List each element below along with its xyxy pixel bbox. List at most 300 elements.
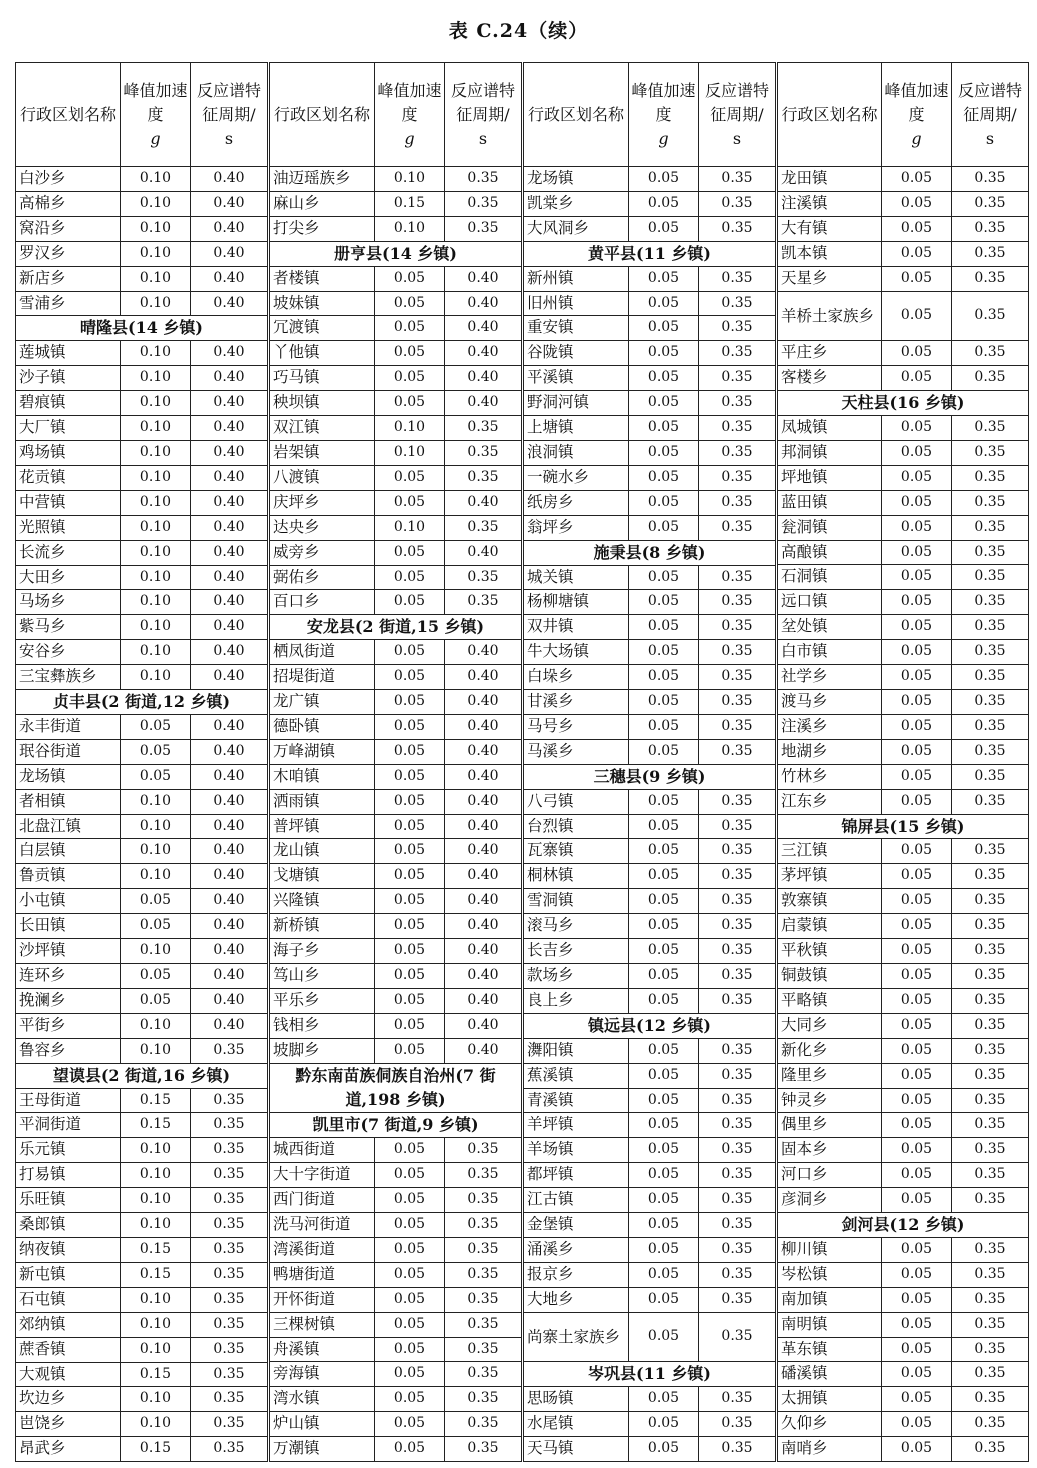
- table-row: [524, 839, 776, 864]
- region-name: 石屯镇: [16, 1287, 121, 1312]
- characteristic-period: 0.35: [699, 914, 776, 939]
- region-name: 南明镇: [778, 1312, 882, 1337]
- table-row: [778, 988, 1029, 1013]
- table-row: [270, 939, 522, 964]
- characteristic-period: 0.35: [952, 1312, 1029, 1337]
- peak-acceleration: 0.05: [882, 1287, 952, 1312]
- table-row: [778, 963, 1029, 988]
- peak-acceleration: 0.05: [629, 690, 699, 715]
- region-name: 重安镇: [524, 316, 629, 341]
- peak-acceleration: 0.05: [629, 341, 699, 366]
- table-row: [778, 440, 1029, 465]
- table-row: [16, 889, 268, 914]
- peak-acceleration: 0.10: [121, 440, 191, 465]
- table-row: [524, 914, 776, 939]
- peak-acceleration: 0.05: [882, 739, 952, 764]
- characteristic-period: 0.40: [191, 241, 268, 266]
- peak-acceleration: 0.05: [375, 1237, 445, 1262]
- table-row: [16, 1038, 268, 1063]
- characteristic-period: 0.35: [952, 764, 1029, 789]
- characteristic-period: 0.35: [699, 266, 776, 291]
- table-row: [524, 341, 776, 366]
- region-name: 鸡场镇: [16, 440, 121, 465]
- table-row: [524, 565, 776, 590]
- characteristic-period: 0.40: [445, 814, 522, 839]
- characteristic-period: 0.40: [445, 366, 522, 391]
- peak-acceleration: 0.05: [629, 814, 699, 839]
- characteristic-period: 0.35: [952, 963, 1029, 988]
- peak-acceleration: 0.05: [375, 1262, 445, 1287]
- characteristic-period: 0.35: [699, 1237, 776, 1262]
- characteristic-period: 0.40: [191, 291, 268, 316]
- peak-acceleration: 0.05: [882, 490, 952, 515]
- characteristic-period: 0.35: [952, 241, 1029, 266]
- region-name: 白沙乡: [16, 167, 121, 192]
- region-name: 渡马乡: [778, 690, 882, 715]
- region-name: 长吉乡: [524, 939, 629, 964]
- characteristic-period: 0.35: [952, 465, 1029, 490]
- peak-acceleration: 0.05: [375, 1188, 445, 1213]
- header-tg: 反应谱特征周期/ s: [445, 63, 522, 167]
- region-name: 龙场镇: [524, 167, 629, 192]
- table-row: [270, 864, 522, 889]
- region-name: 竹林乡: [778, 764, 882, 789]
- peak-acceleration: 0.05: [121, 988, 191, 1013]
- section-title: 凯里市(7 街道,9 乡镇): [270, 1113, 522, 1138]
- peak-acceleration: 0.05: [629, 889, 699, 914]
- region-name: 马场乡: [16, 590, 121, 615]
- characteristic-period: 0.35: [952, 1362, 1029, 1387]
- characteristic-period: 0.35: [699, 939, 776, 964]
- peak-acceleration: 0.05: [882, 1088, 952, 1113]
- peak-acceleration: 0.05: [629, 988, 699, 1013]
- table-row: [16, 864, 268, 889]
- table-row: [524, 1412, 776, 1437]
- table-row: [524, 167, 776, 192]
- characteristic-period: 0.40: [191, 615, 268, 640]
- characteristic-period: 0.35: [445, 1312, 522, 1337]
- peak-acceleration: 0.05: [629, 1437, 699, 1462]
- characteristic-period: 0.35: [699, 167, 776, 192]
- characteristic-period: 0.40: [445, 665, 522, 690]
- table-row: [524, 1437, 776, 1462]
- region-name: 南哨乡: [778, 1437, 882, 1462]
- characteristic-period: 0.35: [699, 814, 776, 839]
- table-row: [778, 341, 1029, 366]
- region-name: 郊纳镇: [16, 1312, 121, 1337]
- characteristic-period: 0.40: [191, 391, 268, 416]
- header-pga-unit: g: [150, 128, 161, 148]
- peak-acceleration: 0.05: [882, 1312, 952, 1337]
- region-name: 岜饶乡: [16, 1412, 121, 1437]
- peak-acceleration: 0.05: [629, 191, 699, 216]
- characteristic-period: 0.40: [191, 266, 268, 291]
- region-name: 三江镇: [778, 839, 882, 864]
- peak-acceleration: 0.05: [375, 939, 445, 964]
- characteristic-period: 0.35: [699, 1138, 776, 1163]
- characteristic-period: 0.40: [445, 739, 522, 764]
- peak-acceleration: 0.10: [375, 440, 445, 465]
- peak-acceleration: 0.05: [882, 864, 952, 889]
- peak-acceleration: 0.05: [375, 1312, 445, 1337]
- table-row: [16, 167, 268, 192]
- peak-acceleration: 0.05: [629, 1262, 699, 1287]
- region-name: 一碗水乡: [524, 465, 629, 490]
- table-row: [524, 1312, 776, 1362]
- peak-acceleration: 0.05: [375, 1038, 445, 1063]
- region-name: 光照镇: [16, 515, 121, 540]
- peak-acceleration: 0.05: [882, 216, 952, 241]
- region-name: 石洞镇: [778, 565, 882, 590]
- table-row: [16, 939, 268, 964]
- peak-acceleration: 0.10: [121, 167, 191, 192]
- table-row: [524, 714, 776, 739]
- region-name: 款场乡: [524, 964, 629, 989]
- table-row: [270, 1287, 522, 1312]
- region-name: 百口乡: [270, 590, 375, 615]
- region-name: 铜鼓镇: [778, 963, 882, 988]
- peak-acceleration: 0.05: [629, 590, 699, 615]
- characteristic-period: 0.35: [699, 440, 776, 465]
- table-row: [778, 939, 1029, 964]
- region-name: 羊桥土家族乡: [778, 291, 882, 341]
- peak-acceleration: 0.05: [629, 1138, 699, 1163]
- table-row: [16, 1412, 268, 1437]
- table-row: [270, 914, 522, 939]
- region-name: 江古镇: [524, 1188, 629, 1213]
- characteristic-period: 0.35: [699, 1088, 776, 1113]
- peak-acceleration: 0.15: [121, 1437, 191, 1462]
- peak-acceleration: 0.05: [629, 515, 699, 540]
- characteristic-period: 0.40: [191, 889, 268, 914]
- characteristic-period: 0.40: [191, 341, 268, 366]
- characteristic-period: 0.35: [445, 1188, 522, 1213]
- characteristic-period: 0.35: [952, 1138, 1029, 1163]
- peak-acceleration: 0.05: [629, 1088, 699, 1113]
- table-row: [16, 764, 268, 789]
- peak-acceleration: 0.10: [121, 1013, 191, 1038]
- peak-acceleration: 0.05: [882, 440, 952, 465]
- characteristic-period: 0.35: [191, 1163, 268, 1188]
- table-row: [16, 714, 268, 739]
- peak-acceleration: 0.05: [629, 266, 699, 291]
- table-row: [778, 889, 1029, 914]
- peak-acceleration: 0.10: [121, 839, 191, 864]
- characteristic-period: 0.40: [191, 440, 268, 465]
- table-row: [16, 440, 268, 465]
- characteristic-period: 0.35: [445, 1163, 522, 1188]
- peak-acceleration: 0.05: [375, 1437, 445, 1462]
- region-name: 罗汉乡: [16, 241, 121, 266]
- peak-acceleration: 0.10: [121, 939, 191, 964]
- header-row: [524, 63, 776, 167]
- region-name: 新店乡: [16, 266, 121, 291]
- region-name: 天马镇: [524, 1437, 629, 1462]
- characteristic-period: 0.35: [699, 665, 776, 690]
- region-name: 雪浦乡: [16, 291, 121, 316]
- region-name: 台烈镇: [524, 814, 629, 839]
- table-row: [16, 914, 268, 939]
- region-name: 涌溪乡: [524, 1237, 629, 1262]
- region-name: 太拥镇: [778, 1387, 882, 1412]
- table-row: [778, 764, 1029, 789]
- region-name: 万潮镇: [270, 1437, 375, 1462]
- region-name: 双江镇: [270, 416, 375, 441]
- table-row: [524, 391, 776, 416]
- table-row: [524, 216, 776, 241]
- characteristic-period: 0.35: [952, 416, 1029, 441]
- region-name: 客楼乡: [778, 366, 882, 391]
- region-name: 马号乡: [524, 714, 629, 739]
- peak-acceleration: 0.05: [375, 1362, 445, 1387]
- region-name: 西门街道: [270, 1188, 375, 1213]
- region-name: 八弓镇: [524, 789, 629, 814]
- peak-acceleration: 0.05: [629, 291, 699, 316]
- table-row: [778, 1163, 1029, 1188]
- characteristic-period: 0.40: [191, 764, 268, 789]
- characteristic-period: 0.35: [445, 416, 522, 441]
- characteristic-period: 0.40: [445, 316, 522, 341]
- table-row: [270, 1188, 522, 1213]
- characteristic-period: 0.35: [699, 1213, 776, 1238]
- peak-acceleration: 0.05: [629, 1312, 699, 1362]
- peak-acceleration: 0.10: [121, 490, 191, 515]
- region-name: 钱相乡: [270, 1013, 375, 1038]
- peak-acceleration: 0.05: [629, 440, 699, 465]
- region-name: 平乐乡: [270, 988, 375, 1013]
- region-name: 旁海镇: [270, 1362, 375, 1387]
- table-row: [270, 690, 522, 715]
- region-name: 茅坪镇: [778, 864, 882, 889]
- region-name: 都坪镇: [524, 1163, 629, 1188]
- characteristic-period: 0.40: [191, 939, 268, 964]
- characteristic-period: 0.40: [445, 490, 522, 515]
- header-tg: 反应谱特征周期/ s: [952, 63, 1029, 167]
- peak-acceleration: 0.10: [121, 640, 191, 665]
- region-name: 栖凤街道: [270, 640, 375, 665]
- characteristic-period: 0.35: [445, 1362, 522, 1387]
- characteristic-period: 0.35: [191, 1213, 268, 1238]
- section-header-row: [524, 241, 776, 266]
- characteristic-period: 0.35: [699, 1287, 776, 1312]
- table-row: [524, 690, 776, 715]
- region-name: 凯棠乡: [524, 191, 629, 216]
- region-name: 长田镇: [16, 914, 121, 939]
- characteristic-period: 0.35: [952, 1163, 1029, 1188]
- characteristic-period: 0.35: [191, 1188, 268, 1213]
- header-pga: 峰值加速度 g: [629, 63, 699, 167]
- region-name: 永丰街道: [16, 714, 121, 739]
- region-name: 普坪镇: [270, 814, 375, 839]
- peak-acceleration: 0.05: [882, 191, 952, 216]
- table-row: [16, 1113, 268, 1138]
- region-name: 鲁容乡: [16, 1038, 121, 1063]
- table-row: [270, 1213, 522, 1238]
- peak-acceleration: 0.05: [882, 266, 952, 291]
- peak-acceleration: 0.05: [629, 739, 699, 764]
- table-row: [524, 889, 776, 914]
- table-row: [16, 1262, 268, 1287]
- region-name: 注溪镇: [778, 191, 882, 216]
- table-row: [524, 440, 776, 465]
- region-name: 滚马乡: [524, 914, 629, 939]
- characteristic-period: 0.35: [699, 490, 776, 515]
- characteristic-period: 0.35: [699, 889, 776, 914]
- region-name: 弼佑乡: [270, 565, 375, 590]
- region-name: 革东镇: [778, 1337, 882, 1362]
- region-name: 大有镇: [778, 216, 882, 241]
- table-row: [524, 964, 776, 989]
- characteristic-period: 0.35: [952, 490, 1029, 515]
- characteristic-period: 0.35: [445, 1262, 522, 1287]
- peak-acceleration: 0.05: [882, 1063, 952, 1088]
- table-row: [778, 167, 1029, 192]
- peak-acceleration: 0.05: [882, 465, 952, 490]
- peak-acceleration: 0.05: [375, 1287, 445, 1312]
- region-name: 新化乡: [778, 1038, 882, 1063]
- peak-acceleration: 0.05: [121, 714, 191, 739]
- peak-acceleration: 0.05: [375, 540, 445, 565]
- region-name: 隆里乡: [778, 1063, 882, 1088]
- peak-acceleration: 0.10: [121, 1038, 191, 1063]
- peak-acceleration: 0.05: [375, 864, 445, 889]
- section-header-row: [524, 540, 776, 565]
- characteristic-period: 0.35: [699, 191, 776, 216]
- table-row: [16, 291, 268, 316]
- region-name: 地湖乡: [778, 739, 882, 764]
- peak-acceleration: 0.05: [375, 291, 445, 316]
- characteristic-period: 0.40: [445, 690, 522, 715]
- table-row: [270, 366, 522, 391]
- region-name: 纸房乡: [524, 490, 629, 515]
- characteristic-period: 0.40: [191, 515, 268, 540]
- table-row: [778, 1437, 1029, 1462]
- peak-acceleration: 0.05: [375, 714, 445, 739]
- peak-acceleration: 0.05: [882, 565, 952, 590]
- peak-acceleration: 0.05: [121, 764, 191, 789]
- region-name: 八渡镇: [270, 465, 375, 490]
- table-row: [16, 615, 268, 640]
- peak-acceleration: 0.05: [882, 1387, 952, 1412]
- region-name: 沙子镇: [16, 366, 121, 391]
- peak-acceleration: 0.05: [882, 1437, 952, 1462]
- section-header-row: [16, 1063, 268, 1088]
- header-name: 行政区划名称: [16, 63, 121, 167]
- table-row: [524, 789, 776, 814]
- header-row: [778, 63, 1029, 167]
- table-row: [16, 1312, 268, 1337]
- peak-acceleration: 0.05: [882, 1038, 952, 1063]
- table-row: [778, 1412, 1029, 1437]
- section-header-row: [270, 1063, 522, 1113]
- table-row: [778, 1063, 1029, 1088]
- table-row: [270, 490, 522, 515]
- region-name: 兴隆镇: [270, 889, 375, 914]
- characteristic-period: 0.35: [699, 1063, 776, 1088]
- peak-acceleration: 0.05: [882, 665, 952, 690]
- characteristic-period: 0.40: [191, 565, 268, 590]
- table-row: [270, 739, 522, 764]
- region-name: 万峰湖镇: [270, 739, 375, 764]
- region-name: 岩架镇: [270, 440, 375, 465]
- characteristic-period: 0.35: [952, 216, 1029, 241]
- table-row: [16, 266, 268, 291]
- characteristic-period: 0.35: [952, 1412, 1029, 1437]
- header-pga: 峰值加速度 g: [882, 63, 952, 167]
- peak-acceleration: 0.10: [121, 241, 191, 266]
- peak-acceleration: 0.10: [121, 1138, 191, 1163]
- section-title: 镇远县(12 乡镇): [524, 1013, 776, 1038]
- region-name: 三棵树镇: [270, 1312, 375, 1337]
- table-row: [270, 191, 522, 216]
- table-row: [16, 341, 268, 366]
- region-name: 马溪乡: [524, 739, 629, 764]
- region-name: 者楼镇: [270, 266, 375, 291]
- characteristic-period: 0.35: [699, 341, 776, 366]
- characteristic-period: 0.35: [952, 1287, 1029, 1312]
- region-name: 高酿镇: [778, 540, 882, 565]
- table-row: [270, 964, 522, 989]
- characteristic-period: 0.35: [699, 1163, 776, 1188]
- table-row: [16, 515, 268, 540]
- peak-acceleration: 0.10: [121, 291, 191, 316]
- characteristic-period: 0.35: [952, 739, 1029, 764]
- characteristic-period: 0.35: [699, 1188, 776, 1213]
- characteristic-period: 0.35: [445, 565, 522, 590]
- characteristic-period: 0.40: [445, 964, 522, 989]
- region-name: 良上乡: [524, 988, 629, 1013]
- table-row: [524, 939, 776, 964]
- region-name: 雪洞镇: [524, 889, 629, 914]
- characteristic-period: 0.35: [699, 590, 776, 615]
- region-name: 德卧镇: [270, 714, 375, 739]
- table-row: [524, 191, 776, 216]
- peak-acceleration: 0.05: [882, 714, 952, 739]
- peak-acceleration: 0.10: [121, 191, 191, 216]
- region-name: 者相镇: [16, 789, 121, 814]
- peak-acceleration: 0.10: [375, 515, 445, 540]
- table-row: [270, 665, 522, 690]
- table-row: [778, 191, 1029, 216]
- table-row: [778, 490, 1029, 515]
- region-name: 偶里乡: [778, 1113, 882, 1138]
- section-header-row: [778, 1213, 1029, 1238]
- peak-acceleration: 0.05: [375, 690, 445, 715]
- table-row: [778, 1113, 1029, 1138]
- characteristic-period: 0.40: [191, 490, 268, 515]
- characteristic-period: 0.35: [952, 864, 1029, 889]
- table-row: [16, 191, 268, 216]
- region-name: 新州镇: [524, 266, 629, 291]
- peak-acceleration: 0.05: [882, 540, 952, 565]
- table-row: [778, 416, 1029, 441]
- characteristic-period: 0.40: [191, 864, 268, 889]
- section-title: 三穗县(9 乡镇): [524, 764, 776, 789]
- table-row: [16, 366, 268, 391]
- section-title: 锦屏县(15 乡镇): [778, 814, 1029, 839]
- peak-acceleration: 0.05: [375, 988, 445, 1013]
- region-name: 油迈瑶族乡: [270, 167, 375, 192]
- characteristic-period: 0.40: [191, 914, 268, 939]
- region-name: 平街乡: [16, 1013, 121, 1038]
- characteristic-period: 0.40: [445, 764, 522, 789]
- characteristic-period: 0.35: [699, 291, 776, 316]
- table-row: [270, 789, 522, 814]
- characteristic-period: 0.35: [952, 1337, 1029, 1362]
- table-row: [270, 341, 522, 366]
- peak-acceleration: 0.10: [121, 864, 191, 889]
- region-name: 威旁乡: [270, 540, 375, 565]
